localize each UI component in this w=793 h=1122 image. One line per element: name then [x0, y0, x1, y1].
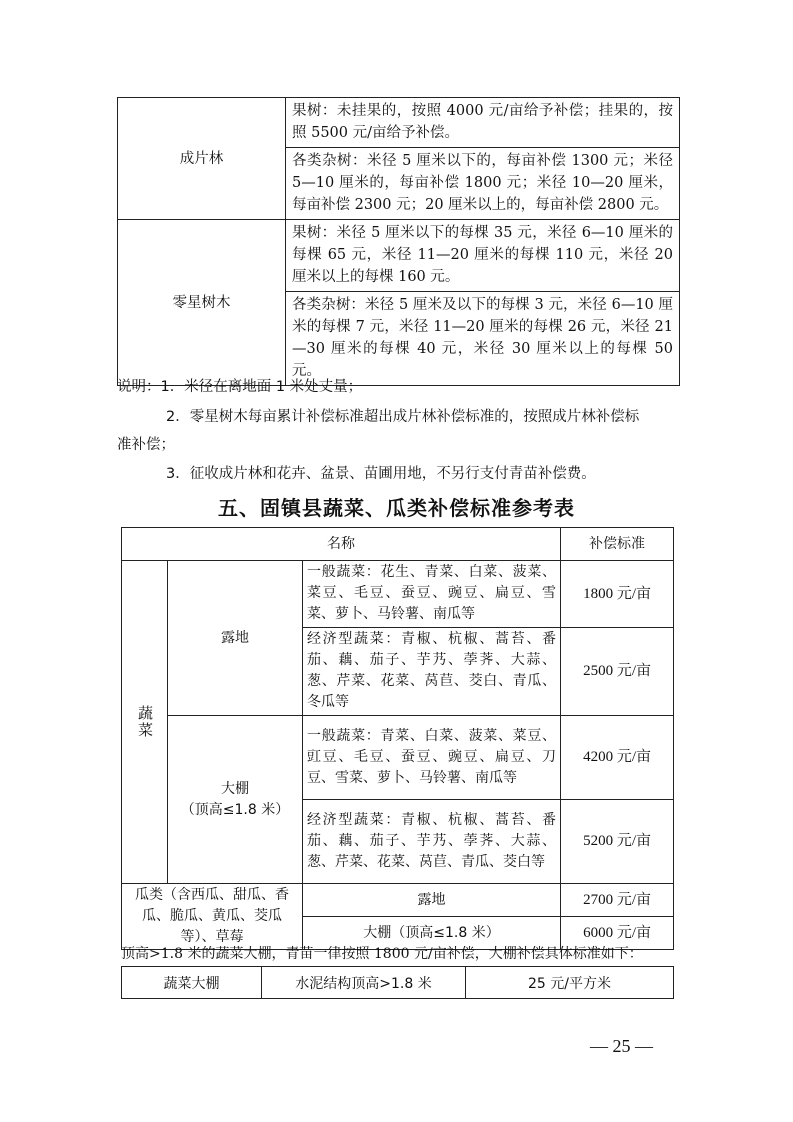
- note-1: 说明：1．米径在离地面 1 米处丈量；: [117, 379, 363, 395]
- melon-greenhouse: 大棚（顶高≤1.8 米）: [303, 917, 561, 950]
- description-cell: 各类杂树：米径 5 厘米及以下的每棵 3 元，米径 6—10 厘米的每棵 7 元，米径 11—20 厘米的每棵 26 元，米径 21—30 厘米的每棵 40 元，米径 30 厘米以上的每棵 50 元。: [286, 292, 680, 386]
- note-3: 3．征收成片林和花卉、盆景、苗圃用地，不另行支付青苗补偿费。: [166, 466, 596, 482]
- tree-compensation-table: [117, 97, 680, 386]
- vegetable-label-cell: [122, 561, 168, 884]
- greenhouse-general-price: 4200 元/亩: [561, 716, 674, 800]
- melon-open-price: 2700 元/亩: [561, 884, 674, 917]
- greenhouse-label: 大棚: [221, 780, 249, 797]
- greenhouse-general-veg: 一般蔬菜：青菜、白菜、菠菜、菜豆、豇豆、毛豆、蚕豆、豌豆、扁豆、刀豆、雪菜、萝卜、马铃薯、南瓜等: [303, 716, 561, 800]
- open-general-veg: 一般蔬菜：花生、青菜、白菜、菠菜、菜豆、毛豆、蚕豆、豌豆、扁豆、雪菜、萝卜、马铃薯、南瓜等: [303, 561, 561, 628]
- section-heading: 五、固镇县蔬菜、瓜类补偿标准参考表: [218, 496, 575, 520]
- open-general-price: 1800 元/亩: [561, 561, 674, 628]
- vegetable-label: 蔬菜: [136, 705, 154, 739]
- header-name: 名称: [122, 528, 561, 561]
- description-cell: 果树：未挂果的，按照 4000 元/亩给予补偿；挂果的，按照 5500 元/亩给予补偿。: [286, 98, 680, 148]
- open-field-label: 露地: [168, 561, 303, 716]
- structure-price: 25 元/平方米: [466, 967, 674, 999]
- greenhouse-height-note: （顶高≤1.8 米）: [180, 801, 290, 818]
- open-economic-veg: 经济型蔬菜：青椒、杭椒、蒿苔、番茄、藕、茄子、芋艿、荸荠、大蒜、葱、芹菜、花菜、莴苣、茭白、青瓜、冬瓜等: [303, 628, 561, 716]
- open-economic-price: 2500 元/亩: [561, 628, 674, 716]
- category-cell: 成片林: [118, 98, 286, 220]
- header-standard: 补偿标准: [561, 528, 674, 561]
- greenhouse-economic-price: 5200 元/亩: [561, 800, 674, 884]
- category-cell: 零星树木: [118, 220, 286, 386]
- greenhouse-economic-veg: 经济型蔬菜：青椒、杭椒、蒿苔、番茄、藕、茄子、芋艿、荸荠、大蒜、葱、芹菜、花菜、莴苣、青瓜、茭白等: [303, 800, 561, 884]
- note-2-cont: 准补偿；: [117, 437, 175, 453]
- structure-spec: 水泥结构顶高>1.8 米: [262, 967, 466, 999]
- greenhouse-structure-table: [121, 966, 674, 999]
- vegetable-compensation-table: [121, 527, 674, 950]
- greenhouse-label-cell: [168, 716, 303, 884]
- melon-open-field: 露地: [303, 884, 561, 917]
- melon-label: 瓜类（含西瓜、甜瓜、香瓜、脆瓜、黄瓜、茭瓜等）、草莓: [122, 884, 303, 950]
- greenhouse-type: 蔬菜大棚: [122, 967, 262, 999]
- melon-greenhouse-price: 6000 元/亩: [561, 917, 674, 950]
- greenhouse-footnote: 顶高>1.8 米的蔬菜大棚，青苗一律按照 1800 元/亩补偿，大棚补偿具体标准如下：: [121, 946, 643, 962]
- description-cell: 各类杂树：米径 5 厘米以下的，每亩补偿 1300 元；米径 5—10 厘米的，每亩补偿 1800 元；米径 10—20 厘米，每亩补偿 2300 元；20 厘米以上的，每亩补偿 2800 元。: [286, 148, 680, 220]
- page-number: — 25 —: [590, 1036, 653, 1056]
- description-cell: 果树：米径 5 厘米以下的每棵 35 元，米径 6—10 厘米的每棵 65 元，米径 11—20 厘米的每棵 110 元，米径 20 厘米以上的每棵 160 元。: [286, 220, 680, 292]
- note-2: 2．零星树木每亩累计补偿标准超出成片林补偿标准的，按照成片林补偿标: [166, 409, 640, 425]
